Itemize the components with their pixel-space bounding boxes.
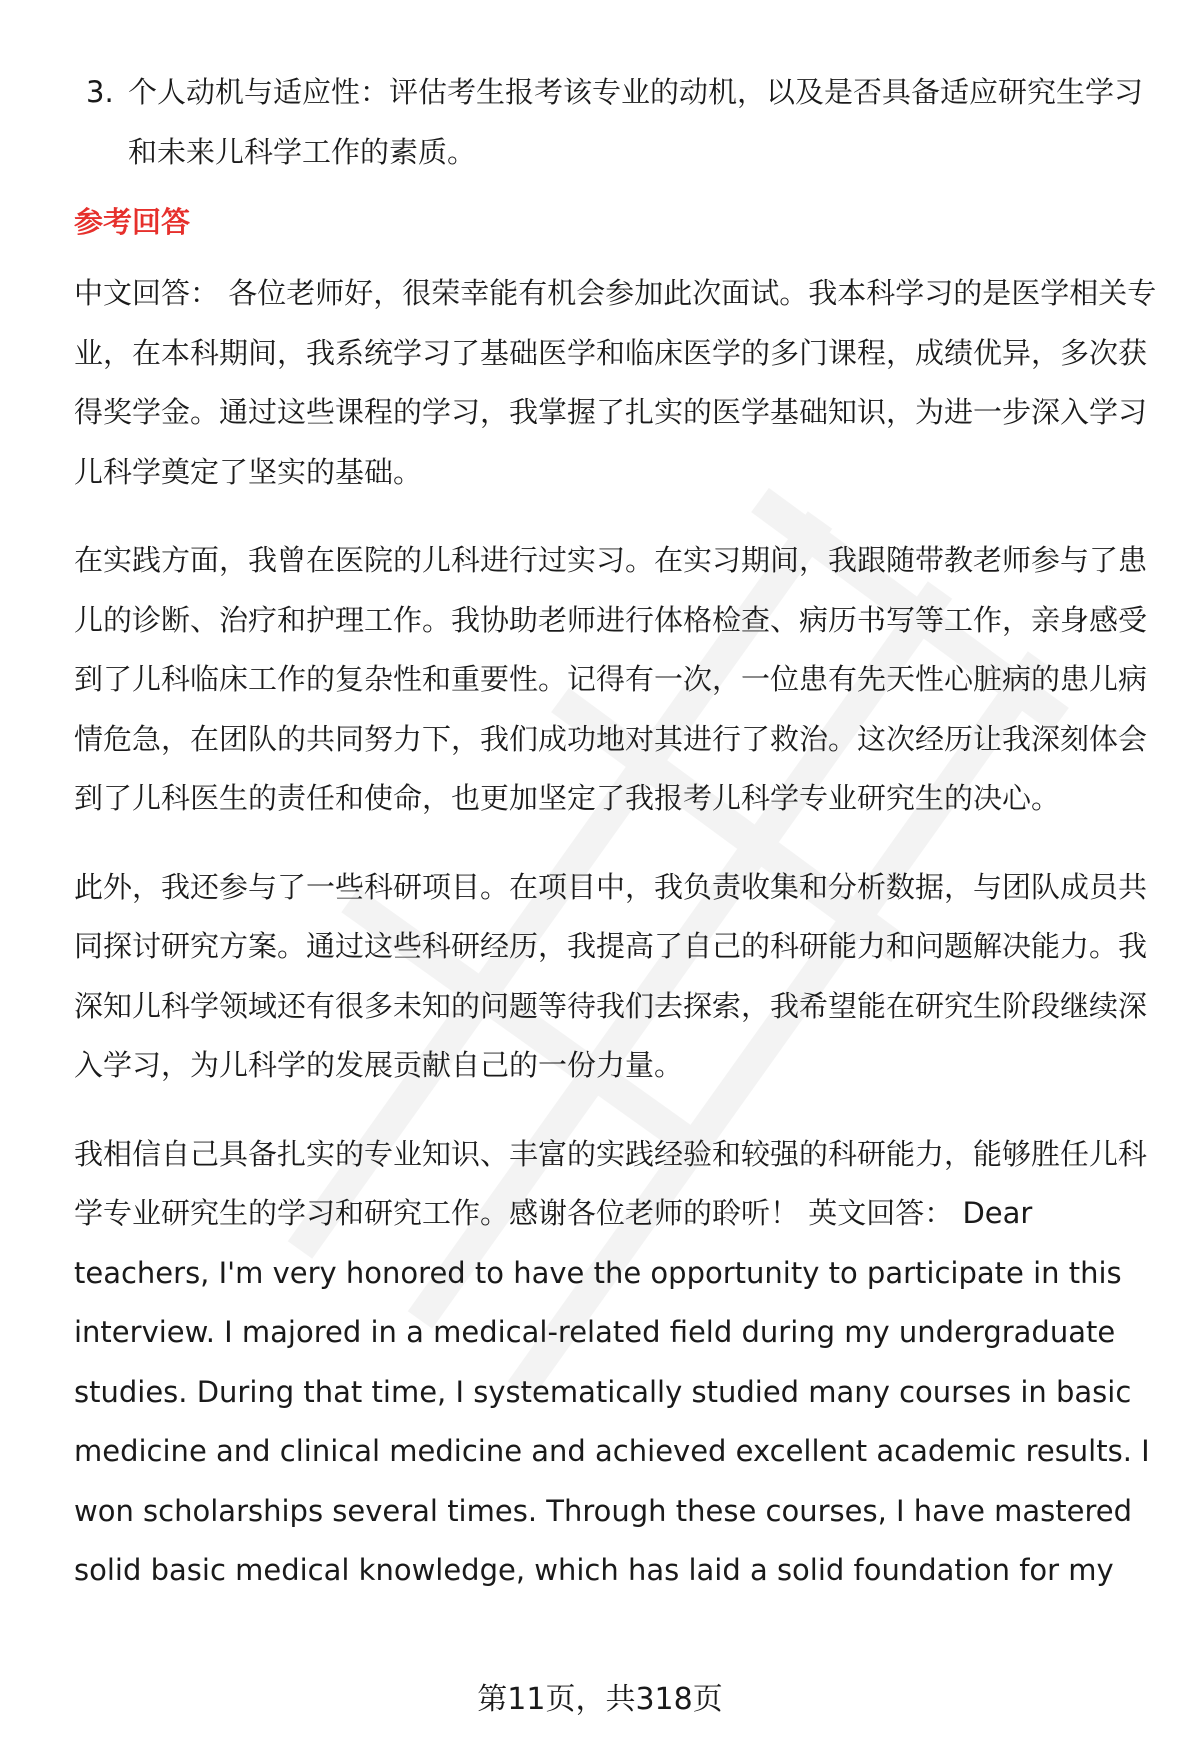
paragraph: 在实践方面，我曾在医院的儿科进行过实习。在实习期间，我跟随带教老师参与了患儿的诊断、治疗和护理工作。我协助老师进行体格检查、病历书写等工作，亲身感受到了儿科临床工作的复杂性和重要性。记得有一次，一位患有先天性心脏病的患儿病情危急，在团队的共同努力下，我们成功地对其进行了救治。这次经历让我深刻体会到了儿科医生的责任和使命，也更加坚定了我报考儿科学专业研究生的决心。	[74, 543, 1148, 815]
document-page	[74, 62, 1160, 1601]
page-number-footer: 第11页，共318页	[477, 1682, 723, 1717]
list-item	[74, 62, 1144, 182]
list-item-text: 个人动机与适应性：评估考生报考该专业的动机，以及是否具备适应研究生学习和未来儿科学工作的素质。	[128, 75, 1144, 169]
paragraph: 我相信自己具备扎实的专业知识、丰富的实践经验和较强的科研能力，能够胜任儿科学专业研究生的学习和研究工作。感谢各位老师的聆听！ 英文回答： Dear teachers, I'm very honored to have the opportunity to participate in this interview. I majored in a medical-related field during my undergraduate studies. During that time, I systematically studied many courses in basic medicine and clinical medicine and achieved excellent academic results. I won scholarships several times. Through these courses, I have mastered solid basic medical knowledge, which has laid a solid foundation for my	[74, 1136, 1150, 1587]
paragraph: 此外，我还参与了一些科研项目。在项目中，我负责收集和分析数据，与团队成员共同探讨研究方案。通过这些科研经历，我提高了自己的科研能力和问题解决能力。我深知儿科学领域还有很多未知的问题等待我们去探索，我希望能在研究生阶段继续深入学习，为儿科学的发展贡献自己的一份力量。	[74, 869, 1148, 1082]
paragraph: 中文回答： 各位老师好，很荣幸能有机会参加此次面试。我本科学习的是医学相关专业，在本科期间，我系统学习了基础医学和临床医学的多门课程，成绩优异，多次获得奖学金。通过这些课程的学习，我掌握了扎实的医学基础知识，为进一步深入学习儿科学奠定了坚实的基础。	[74, 276, 1157, 489]
section-heading: 参考回答	[74, 205, 191, 239]
list-item-number: 3.	[86, 75, 114, 109]
